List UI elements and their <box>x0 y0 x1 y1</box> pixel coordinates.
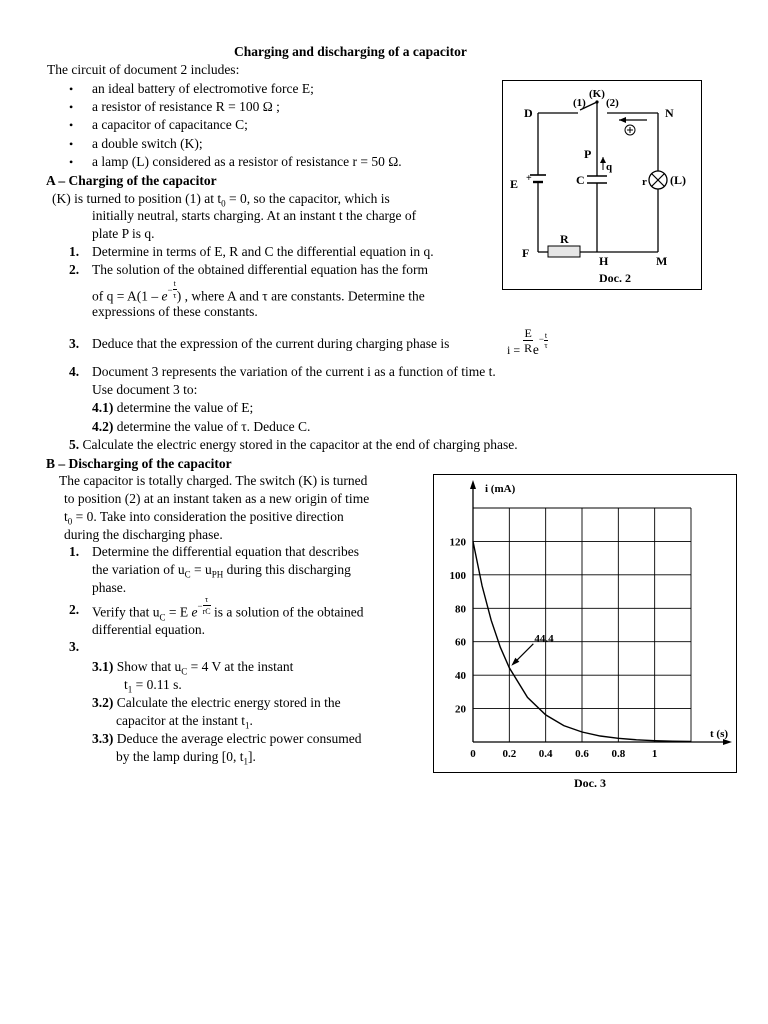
arrow-head-icon <box>619 117 626 123</box>
part-a-heading: A – Charging of the capacitor <box>46 173 217 188</box>
question-b1: the variation of $u_C = u_{PH}$ during this discharging <box>92 562 351 580</box>
bullet-icon: • <box>69 155 74 169</box>
question-a2-formula: of q = A(1 – e− $\frac{t}{\tau}$ ) , where A and τ are constants. Determine the <box>92 279 425 304</box>
question-b33: by the lamp during [0, $t_1$]. <box>116 749 256 767</box>
current-formula: i = $\frac{E}{R}$ e− $\frac{t}{\tau}$ <box>507 326 548 357</box>
switch-position-label: (2) <box>606 97 619 109</box>
charge-label: q <box>606 161 613 173</box>
node-label: F <box>522 246 530 260</box>
switch-label: (K) <box>589 88 605 100</box>
x-tick-label: 0.8 <box>611 748 626 760</box>
part-a-para: plate P is q. <box>92 226 155 241</box>
part-a-para: initially neutral, starts charging. At an instant t the charge of <box>92 208 417 223</box>
question-a2: The solution of the obtained differential equation has the form <box>92 262 429 277</box>
bullet-icon: • <box>69 118 74 132</box>
part-b-para: The capacitor is totally charged. The switch (K) is turned <box>59 473 368 488</box>
circuit-diagram <box>502 80 702 290</box>
lamp-label: (L) <box>670 173 686 187</box>
list-item: a capacitor of capacitance C; <box>92 117 248 132</box>
question-b2: differential equation. <box>92 622 205 637</box>
question-a4: Use document 3 to: <box>92 382 198 397</box>
x-tick-label: 0 <box>470 748 476 760</box>
y-tick-label: 100 <box>449 569 466 582</box>
part-b-para: to position (2) at an instant taken as a new origin of time <box>64 491 370 506</box>
figure-caption: Doc. 2 <box>599 271 631 285</box>
question-a1: Determine in terms of E, R and C the differential equation in q. <box>92 244 434 259</box>
question-b32: capacitor at the instant $t_1$. <box>116 713 253 731</box>
part-b-para: $t_0 = 0$. Take into consideration the positive direction <box>64 509 344 527</box>
y-tick-label: 60 <box>455 636 466 649</box>
intro-text: The circuit of document 2 includes: <box>47 62 240 77</box>
y-tick-label: 120 <box>449 536 466 549</box>
question-b1: phase. <box>92 580 127 595</box>
node-label: N <box>665 106 674 120</box>
lamp-r-label: r <box>642 176 647 188</box>
question-a4: Document 3 represents the variation of the current i as a function of time t. <box>92 364 496 379</box>
x-tick-label: 0.6 <box>575 748 589 760</box>
question-number: 2. <box>69 262 80 277</box>
bullet-icon: • <box>69 137 74 151</box>
current-chart <box>434 475 736 772</box>
battery-label: E <box>510 177 519 191</box>
node-label: M <box>656 254 668 268</box>
question-b1: Determine the differential equation that describes <box>92 544 360 559</box>
y-axis-arrow-icon <box>470 480 476 489</box>
question-b31: $t_1 = 0.11$ s. <box>124 677 182 695</box>
x-tick-label: 1 <box>651 748 658 760</box>
question-b32: 3.2) Calculate the electric energy stored in the <box>92 695 341 710</box>
switch-position-label: (1) <box>573 97 586 109</box>
question-a2: expressions of these constants. <box>92 304 258 319</box>
question-number: 1. <box>69 244 80 259</box>
x-axis-label: t (s) <box>710 728 729 740</box>
question-a5: 5. Calculate the electric energy stored in the capacitor at the end of charging phase. <box>69 437 518 452</box>
question-number: 3. <box>69 639 80 654</box>
resistor-icon <box>548 246 580 257</box>
plate-label: P <box>584 147 592 161</box>
list-item: a resistor of resistance R = 100 Ω ; <box>92 99 280 114</box>
question-number: 2. <box>69 602 80 617</box>
node-label: H <box>599 254 609 268</box>
list-item: an ideal battery of electromotive force E; <box>92 81 314 96</box>
battery-plus-label: + <box>526 173 532 184</box>
question-b31: 3.1) Show that $u_C = 4$ V at the instant <box>92 659 294 677</box>
page-title: Charging and discharging of a capacitor <box>234 44 467 59</box>
question-b2: Verify that $u_C = E$ e− $\frac{\tau}{rC}$ is a solution of the obtained <box>92 595 364 623</box>
part-b-heading: B – Discharging of the capacitor <box>46 456 232 471</box>
y-tick-label: 80 <box>455 603 466 616</box>
capacitor-label: C <box>576 173 585 187</box>
part-b-para: during the discharging phase. <box>64 527 223 542</box>
y-tick-label: 20 <box>455 703 466 716</box>
x-tick-label: 0.2 <box>502 748 517 760</box>
list-item: a lamp (L) considered as a resistor of resistance r = 50 Ω. <box>92 154 402 169</box>
list-item: a double switch (K); <box>92 136 203 151</box>
question-number: 4. <box>69 364 80 379</box>
node-label: D <box>524 106 533 120</box>
question-a42: 4.2) determine the value of τ. Deduce C. <box>92 419 311 434</box>
question-a41: 4.1) determine the value of E; <box>92 400 254 415</box>
part-a-para: (K) is turned to position (1) at $t_0 = 0$, so the capacitor, which is <box>52 191 390 209</box>
question-number: 3. <box>69 336 80 351</box>
y-tick-label: 40 <box>455 670 466 683</box>
x-tick-label: 0.4 <box>538 748 553 760</box>
question-number: 1. <box>69 544 80 559</box>
switch-pivot <box>595 100 598 103</box>
annotation-label: 44.4 <box>534 632 554 645</box>
bullet-icon: • <box>69 82 74 96</box>
y-axis-label: i (mA) <box>485 483 516 495</box>
resistor-label: R <box>560 232 569 246</box>
bullet-icon: • <box>69 100 74 114</box>
chart-caption: Doc. 3 <box>574 776 606 790</box>
question-b33: 3.3) Deduce the average electric power consumed <box>92 731 362 746</box>
question-a3: Deduce that the expression of the current during charging phase is <box>92 336 450 351</box>
